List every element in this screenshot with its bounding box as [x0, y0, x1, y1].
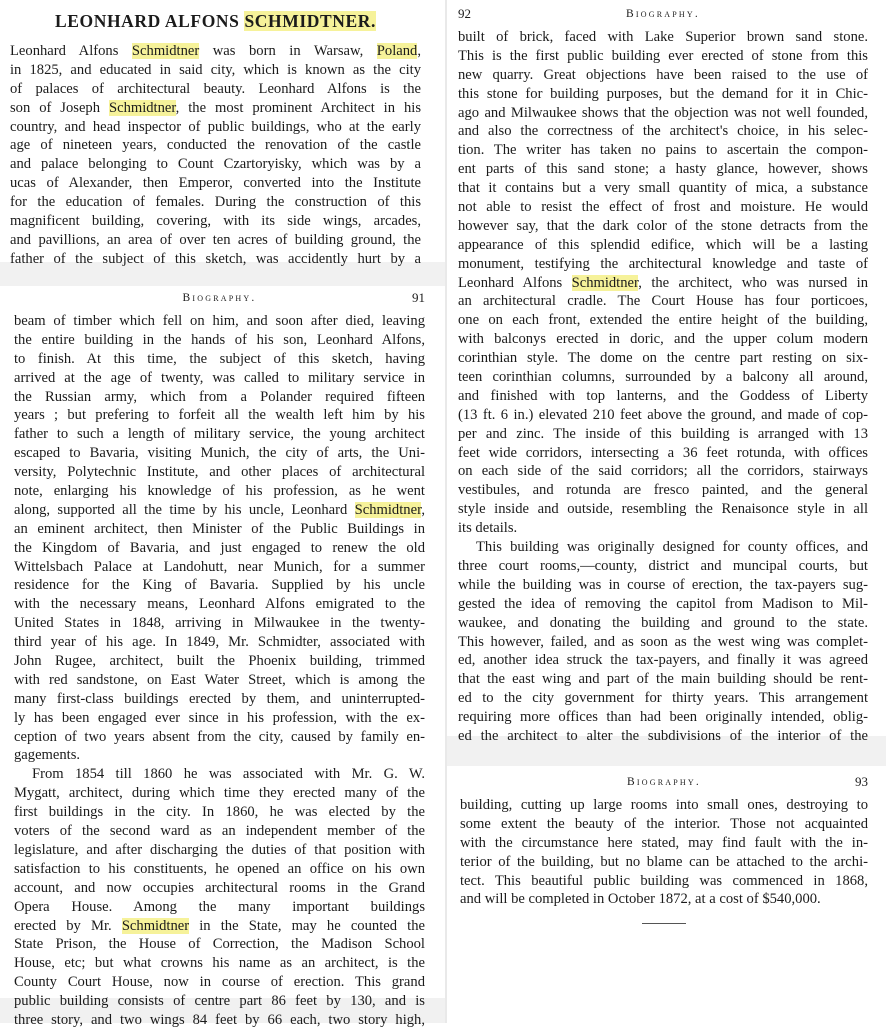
text-line	[14, 595, 425, 614]
line-text: ucas of Alexander, then Emperor, converted into the Institute	[10, 175, 421, 192]
text-line	[458, 122, 868, 141]
text-line	[458, 160, 868, 179]
line-text: legislature, and after discharging the duties of that position with	[14, 841, 425, 858]
line-text: account, and now occupies architectural rooms in the Grand	[14, 879, 425, 896]
line-text: beam of timber which fell on him, and soon after died, leaving	[14, 313, 425, 329]
text-block	[460, 796, 868, 909]
line-text: public building consists of centre part 86 feet by 130, and is	[14, 993, 425, 1010]
text-line	[14, 973, 425, 992]
text-line	[458, 614, 868, 633]
line-text: gagements.	[14, 747, 81, 764]
line-text: erected by Mr.	[14, 917, 122, 934]
line-text: its details.	[458, 520, 518, 537]
end-rule	[642, 923, 686, 924]
line-text: one on each front, extended the entire height of the building,	[458, 312, 868, 329]
highlighted-term: Schmidtner	[354, 501, 422, 518]
line-text: ly has been engaged ever since in his profession, with the ex-	[14, 709, 425, 726]
line-text: , the most prominent Architect in his	[175, 99, 421, 116]
text-line	[458, 236, 868, 255]
line-text: tect. This beautiful public building was commenced in 1868,	[460, 872, 868, 889]
text-line	[14, 860, 425, 879]
running-header	[458, 6, 868, 28]
text-line	[14, 822, 425, 841]
text-line	[14, 614, 425, 633]
text-line	[14, 633, 425, 652]
text-line	[14, 539, 425, 558]
line-text: new quarry. Great objections have been raised to the use of	[458, 66, 868, 83]
line-text: ent parts of this sand stone; a hasty glance, however, shows	[458, 161, 868, 178]
text-line	[10, 231, 421, 250]
line-text: and also the correctness of the architect's choice, in his selec-	[458, 123, 868, 140]
text-line	[458, 66, 868, 85]
line-text: with the necessary means, Leonhard Alfons emigrated to the	[14, 596, 425, 613]
text-line	[458, 387, 868, 406]
text-line	[458, 141, 868, 160]
line-text: while the building was in course of erection, the tax-payers sug-	[458, 576, 868, 593]
text-line	[14, 463, 425, 482]
text-line	[10, 118, 421, 137]
text-block	[458, 28, 868, 746]
text-line	[10, 155, 421, 174]
text-line	[458, 28, 868, 47]
line-text: This is the first public building ever erected of stone from this	[458, 47, 868, 64]
line-text: waukee, and donating the building and ground to the state.	[458, 614, 868, 631]
line-text: State Prison, the House of Correction, the Madison School	[14, 936, 425, 953]
line-text: with red sandstone, on East Water Street, which is among the	[14, 671, 425, 688]
article-title: LEONHARD ALFONS SCHMIDTNER.	[54, 11, 377, 31]
line-text: country, and head inspector of public buildings, who at the early	[10, 118, 421, 135]
text-line	[458, 425, 868, 444]
text-line	[10, 250, 421, 269]
text-line	[14, 576, 425, 595]
line-text: per and zinc. The inside of this building is arranged with 13	[458, 425, 868, 442]
text-line	[14, 388, 425, 407]
text-line	[458, 538, 868, 557]
page-92	[458, 6, 868, 746]
line-text: voters of the second ward as an independent member of the	[14, 823, 425, 840]
line-text: From 1854 till 1860 he was associated with Mr. G. W.	[32, 766, 425, 783]
line-text: escaped to Bavaria, visiting Munich, the city of arts, the Uni-	[14, 445, 425, 462]
text-line	[10, 212, 421, 231]
line-text: the Russian army, which from a Polander required fifteen	[14, 388, 425, 405]
line-text: magnificent building, covering, with its side wings, arcades,	[10, 213, 421, 230]
text-line	[458, 292, 868, 311]
text-line	[14, 803, 425, 822]
line-text: for the education of females. During the construction of this	[10, 194, 421, 211]
line-text: of palaces of architectural beauty. Leonhard Alfons is the	[10, 80, 421, 97]
text-line	[14, 1011, 425, 1030]
text-line	[14, 558, 425, 577]
text-line	[14, 917, 425, 936]
text-line	[14, 520, 425, 539]
text-line	[460, 890, 868, 909]
text-line	[458, 651, 868, 670]
line-text: the Kingdom of Bavaria, and just engaged to renew the old	[14, 539, 425, 556]
line-text: terior of the building, but no blame can be attached to the archi-	[460, 853, 868, 870]
text-line	[10, 193, 421, 212]
text-line	[458, 727, 868, 746]
text-line	[14, 746, 425, 765]
text-line	[458, 406, 868, 425]
text-line	[14, 898, 425, 917]
text-line	[10, 174, 421, 193]
text-line	[14, 784, 425, 803]
text-line	[458, 576, 868, 595]
text-line	[10, 136, 421, 155]
text-line	[460, 834, 868, 853]
running-header	[460, 774, 868, 796]
line-text: on each side of the said corridors; all the corridors, stairways	[458, 463, 868, 480]
line-text: built of brick, faced with Lake Superior brown sand stone.	[458, 29, 868, 45]
line-text: Leonhard Alfons	[10, 43, 132, 59]
line-text: Leonhard Alfons	[458, 274, 572, 291]
line-text: teen corinthian columns, surrounded by a balcony all around,	[458, 369, 868, 386]
page-91	[14, 290, 425, 1030]
line-text: an eminent architect, then Minister of the Public Buildings in	[14, 520, 425, 537]
text-line	[14, 879, 425, 898]
line-text: ed, another idea struck the tax-payers, and finally it was agreed	[458, 652, 868, 669]
highlighted-term: Poland	[376, 43, 418, 59]
text-line	[458, 255, 868, 274]
line-text: (13 ft. 6 in.) elevated 210 feet above the ground, and made of cop-	[458, 406, 868, 423]
page-number: 92	[458, 6, 471, 21]
text-line	[14, 369, 425, 388]
text-line	[458, 311, 868, 330]
running-header	[14, 290, 425, 312]
text-line	[10, 42, 421, 61]
text-line	[458, 47, 868, 66]
line-text: tion. The writer has taken no pains to ascertain the compon-	[458, 142, 868, 159]
text-line	[458, 85, 868, 104]
line-text: versity, Polytechnic Institute, and other places of architectural	[14, 464, 425, 481]
text-line	[10, 99, 421, 118]
text-line	[14, 765, 425, 784]
text-line	[14, 312, 425, 331]
line-text: United States in 1848, arriving in Milwaukee in the twenty-	[14, 615, 425, 632]
text-line	[458, 689, 868, 708]
line-text: with the circumstance here stated, may find fault with the in-	[460, 834, 868, 851]
line-text: three story, and two wings 84 feet by 66 each, two story high,	[14, 1011, 425, 1028]
text-line	[460, 853, 868, 872]
line-text: father to such a length of military service, the young architect	[14, 426, 425, 443]
page-90-excerpt	[10, 10, 421, 269]
text-line	[458, 500, 868, 519]
text-line	[14, 992, 425, 1011]
text-line	[14, 425, 425, 444]
line-text: gested the idea of removing the capitol from Madison to Mil-	[458, 595, 868, 612]
line-text: Opera House. Among the many important buildings	[14, 898, 425, 915]
text-line	[458, 198, 868, 217]
line-text: ed the architect to alter the subdivisions of the interior of the	[458, 727, 868, 744]
line-text: note, enlarging his knowledge of his profession, as he went	[14, 483, 425, 500]
text-line	[458, 481, 868, 500]
line-text: years ; but prefering to forfeit all the wealth left him by his	[14, 407, 425, 424]
line-text: an architectural cradle. The Court House has four porticoes,	[458, 293, 868, 310]
line-text: and will be completed in October 1872, at a cost of $540,000.	[460, 891, 821, 908]
text-line	[14, 954, 425, 973]
text-line	[458, 179, 868, 198]
line-text: three court rooms,—county, district and muncipal courts, but	[458, 557, 868, 574]
line-text: This building was originally designed for county offices, and	[476, 539, 868, 556]
line-text: County Court House, now in course of erection. This grand	[14, 974, 425, 991]
text-line	[458, 519, 868, 538]
line-text: and pavillions, an area of over ten acres of building ground, the	[10, 231, 421, 248]
line-text: monument, testifying the architectural knowledge and taste of	[458, 255, 868, 272]
line-text: ,	[421, 501, 425, 518]
running-title: Biography.	[627, 776, 701, 788]
line-text: that it contains but a very small quantity of mica, a substance	[458, 180, 868, 197]
line-text: appearance of this splendid edifice, which will be a lasting	[458, 236, 868, 253]
text-line	[460, 796, 868, 815]
line-text: to finish. At this time, the subject of this sketch, having	[14, 350, 425, 367]
text-line	[458, 444, 868, 463]
line-text: in the State, may he counted the	[189, 917, 425, 934]
line-text: many first-class buildings erected by them, and uninterrupted-	[14, 690, 425, 707]
text-line	[14, 671, 425, 690]
line-text: this stone for building purposes, but the demand for it in Chic-	[458, 85, 868, 102]
text-line	[14, 935, 425, 954]
line-text: third year of his age. In 1849, Mr. Schmidter, associated with	[14, 634, 425, 651]
line-text: feet wide corridors, intersecting a 36 feet rotunda, with offices	[458, 444, 868, 461]
line-text: that the east wing and part of the main building should be rent-	[458, 671, 868, 688]
line-text: the entire building in the hands of his son, Leonhard Alfons,	[14, 331, 425, 348]
line-text: corinthian style. The dome on the centre part resting on six-	[458, 350, 868, 367]
line-text: ed to the city government for thirty years. This arrangement	[458, 690, 868, 707]
text-line	[458, 330, 868, 349]
text-line	[458, 557, 868, 576]
line-text: requiring more offices than had been originally intended, oblig-	[458, 709, 868, 726]
line-text: ago and Milwaukee shows that the objection was not well founded,	[458, 104, 868, 121]
line-text: first buildings in the city. In 1860, he was elected by the	[14, 804, 425, 821]
line-text: along, supported all the time by his uncle, Leonhard	[14, 501, 355, 518]
line-text: building, cutting up large rooms into small ones, destroying to	[460, 797, 868, 813]
line-text: in 1825, and educated in said city, which is known as the city	[10, 61, 421, 78]
text-block	[14, 312, 425, 1030]
page-number: 93	[855, 774, 868, 789]
text-line	[458, 368, 868, 387]
line-text: style inside and outside, resembling the Renaisonce style in all	[458, 501, 868, 518]
line-text: and finished with top lanterns, and the Goddess of Liberty	[458, 387, 868, 404]
text-line	[14, 350, 425, 369]
text-line	[14, 690, 425, 709]
text-line	[14, 841, 425, 860]
text-line	[14, 652, 425, 671]
line-text: age of nineteen years, conducted the renovation of the castle	[10, 137, 421, 154]
text-line	[14, 331, 425, 350]
line-text: and palace belonging to Count Czartoryisky, which was by a	[10, 156, 421, 173]
line-text: residence for the King of Bavaria. Supplied by his uncle	[14, 577, 425, 594]
running-title: Biography.	[182, 292, 257, 304]
line-text: , the architect, who was nursed in	[638, 274, 868, 291]
text-line	[14, 406, 425, 425]
line-text: ception of two years absent from the city, caused by family en-	[14, 728, 425, 745]
highlighted-term: Schmidtner	[121, 917, 190, 934]
line-text: was born in Warsaw,	[199, 43, 377, 59]
line-text: ,	[417, 43, 421, 59]
text-line	[14, 501, 425, 520]
text-line	[458, 595, 868, 614]
highlighted-term: Schmidtner	[571, 274, 639, 291]
text-line	[460, 872, 868, 891]
line-text: son of Joseph	[10, 99, 109, 116]
text-line	[458, 670, 868, 689]
text-line	[14, 728, 425, 747]
text-line	[458, 349, 868, 368]
highlighted-term: Schmidtner	[131, 43, 200, 59]
running-title: Biography.	[626, 8, 700, 20]
line-text: with balconys erected in doric, and the upper colum modern	[458, 331, 868, 348]
text-line	[460, 815, 868, 834]
highlighted-term: Schmidtner	[108, 99, 176, 116]
line-text: John Rugee, architect, built the Phoenix building, trimmed	[14, 653, 425, 670]
line-text: This however, failed, and as soon as the west wing was complet-	[458, 633, 868, 650]
text-line	[14, 444, 425, 463]
line-text: satisfaction to his constituents, he opened an office on his own	[14, 860, 425, 877]
text-block	[10, 42, 421, 269]
text-line	[458, 104, 868, 123]
line-text: arrived at the age of twenty, was called to military service in	[14, 369, 425, 386]
line-text: House, etc; but what crowns his name as an architect, is the	[14, 955, 425, 972]
line-text: vestibules, and rotunda are fresco painted, and the general	[458, 482, 868, 499]
line-text: Wittelsbach Palace at Landohutt, near Munich, for a summer	[14, 558, 425, 575]
line-text: Mygatt, architect, during which time they erected many of the	[14, 785, 425, 802]
text-line	[14, 709, 425, 728]
text-line	[458, 462, 868, 481]
text-line	[14, 482, 425, 501]
line-text: father of the subject of this sketch, was accidently hurt by a	[10, 250, 421, 267]
text-line	[458, 708, 868, 727]
text-line	[458, 274, 868, 293]
text-line	[10, 80, 421, 99]
page-number: 91	[412, 290, 425, 305]
text-line	[10, 61, 421, 80]
page-93	[460, 774, 868, 924]
line-text: some extent the beauty of the interior. Those not acquainted	[460, 815, 868, 832]
text-line	[458, 633, 868, 652]
text-line	[458, 217, 868, 236]
line-text: however say, that the dark color of the stone detracts from the	[458, 217, 868, 234]
line-text: not able to resist the effect of frost and moisture. He would	[458, 199, 868, 216]
page-column-divider	[445, 0, 447, 1023]
